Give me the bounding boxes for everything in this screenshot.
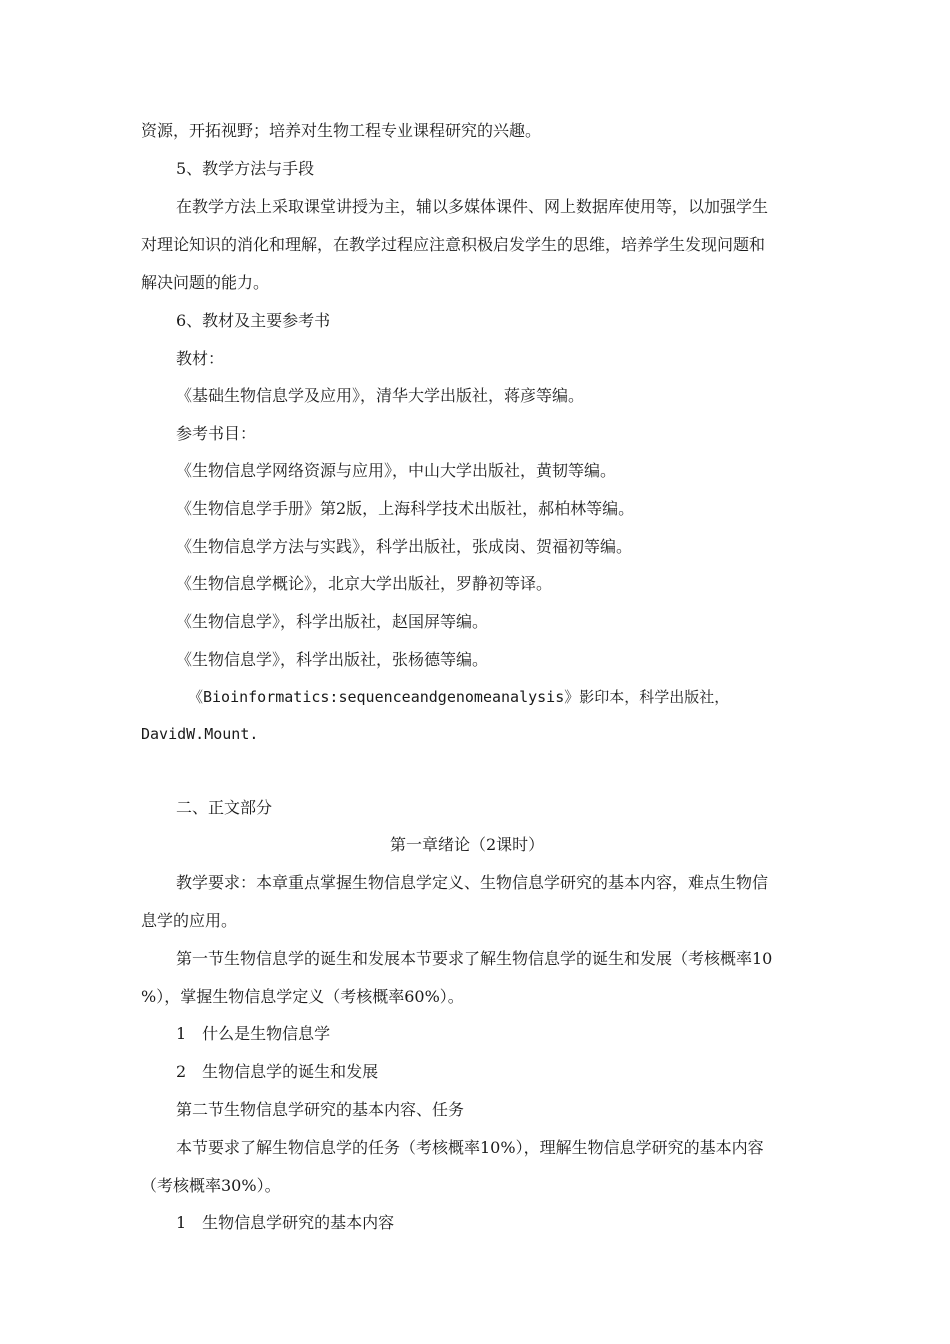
- paragraph-line: %），掌握生物信息学定义（考核概率60%）。: [141, 987, 464, 1006]
- list-item: 1 什么是生物信息学: [176, 1024, 331, 1043]
- reference-entry-continued: DavidW.Mount.: [141, 725, 259, 743]
- paragraph-line: 资源，开拓视野；培养对生物工程专业课程研究的兴趣。: [141, 121, 542, 140]
- paragraph-line: （考核概率30%）。: [141, 1176, 281, 1195]
- section-heading: 5、教学方法与手段: [176, 159, 315, 178]
- section-heading: 第二节生物信息学研究的基本内容、任务: [176, 1100, 465, 1119]
- reference-entry: 《生物信息学手册》第2版，上海科学技术出版社，郝柏林等编。: [176, 499, 635, 518]
- reference-entry: 《生物信息学》，科学出版社，张杨德等编。: [176, 650, 489, 669]
- chapter-title: 第一章绪论（2课时）: [390, 835, 545, 854]
- section-heading: 6、教材及主要参考书: [176, 311, 331, 330]
- part-heading: 二、正文部分: [176, 798, 273, 817]
- paragraph-line: 本节要求了解生物信息学的任务（考核概率10%），理解生物信息学研究的基本内容: [176, 1138, 764, 1157]
- reference-entry: 《生物信息学》，科学出版社，赵国屏等编。: [176, 612, 489, 631]
- label-line: 教材：: [176, 349, 225, 368]
- reference-entry: 《生物信息学概论》，北京大学出版社，罗静初等译。: [176, 574, 553, 593]
- paragraph-line: 息学的应用。: [141, 911, 238, 930]
- paragraph-line: 教学要求：本章重点掌握生物信息学定义、生物信息学研究的基本内容，难点生物信: [176, 873, 769, 892]
- paragraph-line: 第一节生物信息学的诞生和发展本节要求了解生物信息学的诞生和发展（考核概率10: [176, 949, 773, 968]
- reference-entry: 《生物信息学方法与实践》，科学出版社，张成岗、贺福初等编。: [176, 537, 633, 556]
- paragraph-line: 在教学方法上采取课堂讲授为主，辅以多媒体课件、网上数据库使用等，以加强学生: [176, 197, 769, 216]
- reference-entry: 《生物信息学网络资源与应用》，中山大学出版社，黄韧等编。: [176, 461, 617, 480]
- textbook-entry: 《基础生物信息学及应用》，清华大学出版社，蒋彦等编。: [176, 386, 585, 405]
- label-line: 参考书目：: [176, 424, 257, 443]
- list-item: 2 生物信息学的诞生和发展: [176, 1062, 379, 1081]
- list-item: 1 生物信息学研究的基本内容: [176, 1213, 395, 1232]
- reference-entry: 《Bioinformatics:sequenceandgenomeanalysis》影印本，科学出版社，: [188, 688, 730, 706]
- paragraph-line: 解决问题的能力。: [141, 273, 270, 292]
- paragraph-line: 对理论知识的消化和理解，在教学过程应注意积极启发学生的思维，培养学生发现问题和: [141, 235, 766, 254]
